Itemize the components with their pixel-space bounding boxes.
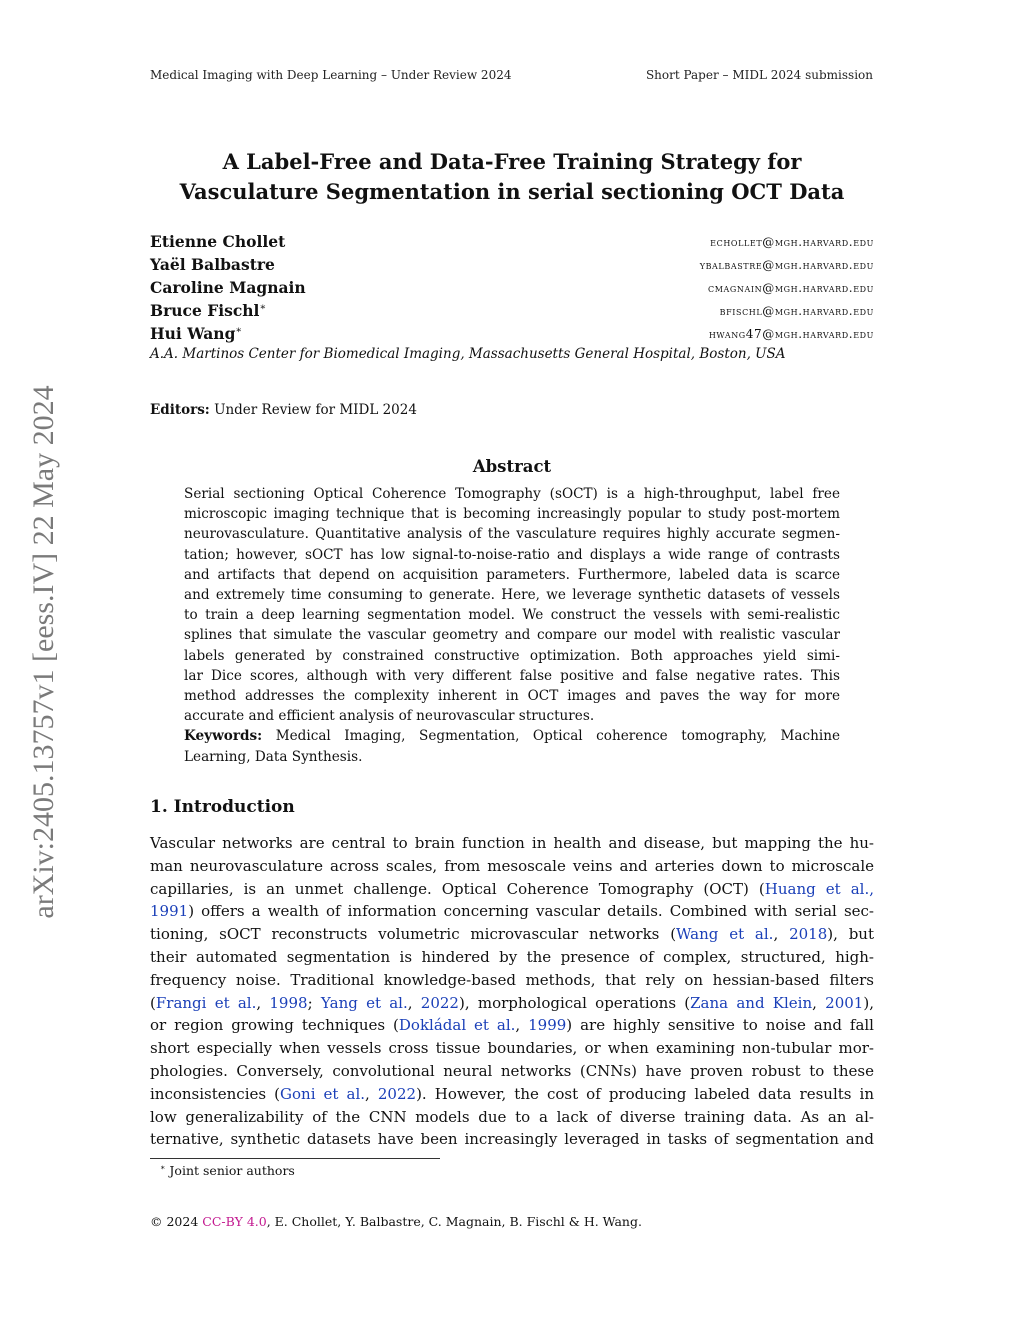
author-row	[150, 232, 874, 255]
author-row	[150, 278, 874, 301]
abstract-body	[184, 484, 840, 767]
citation-link[interactable]: 1998	[269, 993, 308, 1012]
citation-link[interactable]: Goni et al.	[280, 1084, 366, 1103]
body-line: tioning, sOCT reconstructs volumetric microvascular networks (Wang et al., 2018), but	[150, 925, 874, 944]
title-line-2: Vasculature Segmentation in serial sectioning OCT Data	[179, 179, 845, 204]
citation-link[interactable]: 2022	[377, 1084, 417, 1103]
citation-link[interactable]: 2022	[420, 993, 459, 1012]
footnote-text: Joint senior authors	[169, 1163, 295, 1179]
abstract-line: lar Dice scores, although with very different false positive and false negative rates. This	[184, 667, 840, 684]
author-email[interactable]: echollet@mgh.harvard.edu	[710, 235, 874, 249]
affiliation: A.A. Martinos Center for Biomedical Imaging, Massachusetts General Hospital, Boston, USA	[150, 346, 786, 362]
author-row	[150, 324, 874, 347]
body-line: or region growing techniques (Dokládal et al., 1999) are highly sensitive to noise and fall	[150, 1016, 874, 1035]
author-row	[150, 255, 874, 278]
citation-link[interactable]: 2001	[825, 993, 864, 1012]
keywords-line: Learning, Data Synthesis.	[184, 748, 363, 765]
arxiv-identifier-sidebar[interactable]: arXiv:2405.13757v1 [eess.IV] 22 May 2024	[27, 385, 60, 919]
body-line: frequency noise. Traditional knowledge-based methods, that rely on hessian-based filters	[150, 970, 874, 989]
body-line: ternative, synthetic datasets have been increasingly leveraged in tasks of segmentation and	[150, 1130, 874, 1149]
paper-title	[100, 147, 924, 207]
abstract-line: accurate and efficient analysis of neurovascular structures.	[184, 708, 595, 725]
author-email[interactable]: ybalbastre@mgh.harvard.edu	[699, 258, 874, 272]
footnote-mark: ∗	[160, 1163, 166, 1172]
copyright-line: © 2024 CC-BY 4.0, E. Chollet, Y. Balbastre, C. Magnain, B. Fischl & H. Wang.	[150, 1214, 642, 1229]
citation-link[interactable]: Frangi et al.	[155, 993, 257, 1012]
body-line: man neurovasculature across scales, from mesoscale veins and arteries down to microscale	[150, 856, 874, 875]
abstract-line: and extremely time consuming to generate. Here, we leverage synthetic datasets of vessels	[184, 587, 840, 604]
body-line: low generalizability of the CNN models due to a lack of diverse training data. As an al-	[150, 1107, 874, 1126]
citation-link[interactable]: Wang et al.	[676, 925, 774, 944]
author-name: Caroline Magnain	[150, 278, 306, 297]
editors-label: Editors:	[150, 402, 210, 418]
footnote	[160, 1163, 295, 1178]
body-line: (Frangi et al., 1998; Yang et al., 2022), morphological operations (Zana and Klein, 2001),	[150, 993, 874, 1012]
abstract-line: and artifacts that depend on acquisition parameters. Furthermore, labeled data is scarce	[184, 566, 840, 583]
abstract-line: method addresses the complexity inherent in OCT images and paves the way for more	[184, 688, 840, 705]
body-line: phologies. Conversely, convolutional neural networks (CNNs) have proven robust to these	[150, 1061, 874, 1080]
body-line: 1991) offers a wealth of information concerning vascular details. Combined with serial sec-	[150, 902, 874, 921]
author-email[interactable]: cmagnain@mgh.harvard.edu	[708, 281, 874, 295]
abstract-line: to train a deep learning segmentation model. We construct the vessels with semi-realistic	[184, 607, 840, 624]
section-heading-introduction: 1. Introduction	[150, 797, 295, 817]
running-header-left: Medical Imaging with Deep Learning – Under Review 2024	[150, 68, 512, 82]
citation-link[interactable]: 1991	[150, 902, 189, 921]
abstract-line: tation; however, sOCT has low signal-to-noise-ratio and displays a wide range of contrasts	[184, 546, 840, 563]
abstract-line: labels generated by constrained constructive optimization. Both approaches yield simi-	[184, 647, 840, 664]
introduction-body	[150, 832, 874, 1151]
citation-link[interactable]: Huang et al.,	[764, 879, 874, 898]
author-name: Bruce Fischl∗	[150, 301, 267, 320]
citation-link[interactable]: Dokládal et al.	[398, 1016, 516, 1035]
editors-line	[150, 402, 417, 418]
title-line-1: A Label-Free and Data-Free Training Strategy for	[222, 149, 802, 174]
keywords-line: Keywords: Medical Imaging, Segmentation, Optical coherence tomography, Machine	[184, 728, 840, 745]
abstract-line: Serial sectioning Optical Coherence Tomography (sOCT) is a high-throughput, label free	[184, 486, 840, 502]
abstract-line: neurovasculature. Quantitative analysis of the vasculature requires highly accurate segmen-	[184, 526, 840, 543]
author-email[interactable]: hwang47@mgh.harvard.edu	[708, 327, 874, 341]
body-line: their automated segmentation is hindered by the presence of complex, structured, high-	[150, 947, 874, 966]
body-line: Vascular networks are central to brain function in health and disease, but mapping the hu-	[150, 834, 874, 852]
citation-link[interactable]: 2018	[789, 925, 828, 944]
body-line: short especially when vessels cross tissue boundaries, or when examining non-tubular mor-	[150, 1039, 874, 1058]
author-list	[150, 232, 874, 347]
abstract-heading: Abstract	[472, 457, 552, 476]
senior-author-mark: ∗	[235, 324, 243, 336]
citation-link[interactable]: Zana and Klein	[690, 993, 813, 1012]
citation-link[interactable]: 1999	[528, 1016, 567, 1035]
author-name: Yaël Balbastre	[150, 255, 275, 274]
running-header-right: Short Paper – MIDL 2024 submission	[645, 68, 873, 82]
body-line: capillaries, is an unmet challenge. Optical Coherence Tomography (OCT) (Huang et al.,	[150, 879, 874, 898]
copyright-icon: ©	[150, 1214, 163, 1229]
footnote-rule	[150, 1158, 440, 1159]
abstract-line: microscopic imaging technique that is becoming increasingly popular to study post-mortem	[184, 506, 840, 523]
author-row	[150, 301, 874, 324]
keywords-label: Keywords:	[184, 728, 263, 745]
editors-value: Under Review for MIDL 2024	[214, 402, 417, 418]
author-name: Hui Wang∗	[150, 324, 243, 343]
author-name: Etienne Chollet	[150, 232, 286, 251]
abstract-line: splines that simulate the vascular geometry and compare our model with realistic vascular	[184, 627, 840, 644]
license-link[interactable]: CC-BY 4.0	[202, 1214, 267, 1229]
body-line: inconsistencies (Goni et al., 2022). However, the cost of producing labeled data results in	[150, 1084, 875, 1103]
author-email[interactable]: bfischl@mgh.harvard.edu	[719, 304, 874, 318]
senior-author-mark: ∗	[259, 301, 267, 313]
citation-link[interactable]: Yang et al.	[320, 993, 408, 1012]
